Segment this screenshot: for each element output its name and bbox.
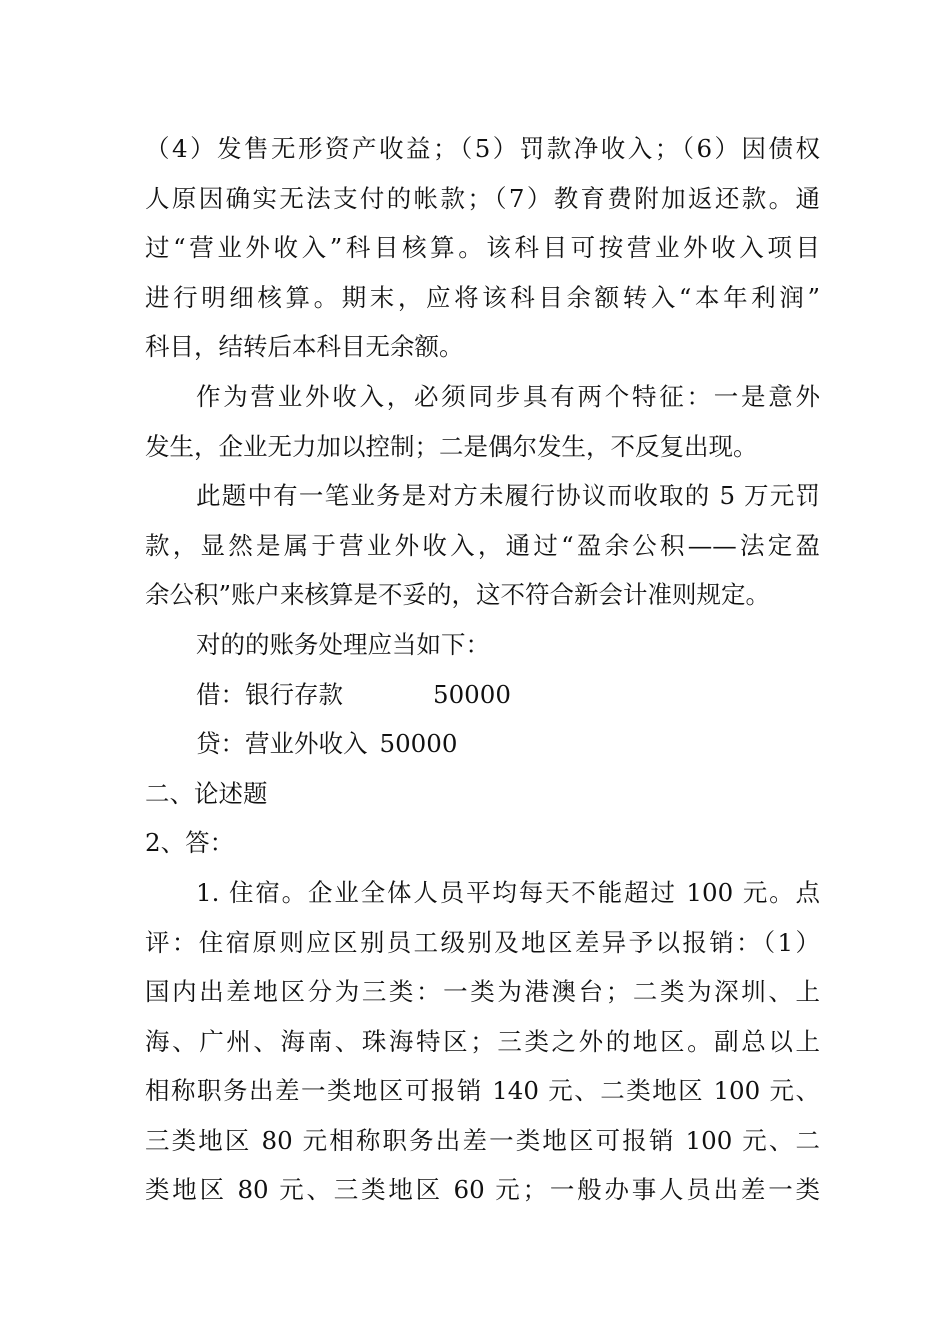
paragraph-first-line: 对的的账务处理应当如下： [196,629,490,659]
text-line: 科目，结转后本科目无余额。 [145,332,464,362]
text-line: 海、广州、海南、珠海特区；三类之外的地区。副总以上 [145,1026,820,1056]
debit-amount: 50000 [433,679,511,709]
document-body [145,124,820,1215]
debit-label: 借：银行存款 [196,679,343,709]
text-line: 过“营业外收入”科目核算。该科目可按营业外收入项目 [145,233,820,263]
text-line: 发生，企业无力加以控制；二是偶尔发生，不反复出现。 [145,431,758,461]
journal-credit-entry [145,719,820,769]
text-line: 进行明细核算。期末，应将该科目余额转入“本年利润” [145,282,820,312]
text-line: 类地区 80 元、三类地区 60 元；一般办事人员出差一类 [145,1175,820,1205]
text-line: 评：住宿原则应区别员工级别及地区差异予以报销：（1） [145,927,820,957]
text-line: （4）发售无形资产收益；（5）罚款净收入；（6）因债权 [145,134,820,163]
credit-amount: 50000 [379,729,458,759]
paragraph-first-line: 1. 住宿。企业全体人员平均每天不能超过 100 元。点 [196,877,820,907]
text-line: 人原因确实无法支付的帐款；（7）教育费附加返还款。通 [145,183,820,213]
text-line: 三类地区 80 元相称职务出差一类地区可报销 100 元、二 [145,1125,820,1155]
text-line: 余公积”账户来核算是不妥的，这不符合新会计准则规定。 [145,580,771,610]
journal-debit-entry [145,670,820,720]
answer-heading: 2、答： [145,828,235,858]
text-line: 国内出差地区分为三类：一类为港澳台；二类为深圳、上 [145,977,820,1007]
text-line: 相称职务出差一类地区可报销 140 元、二类地区 100 元、 [145,1076,820,1106]
paragraph-first-line: 此题中有一笔业务是对方未履行协议而收取的 5 万元罚 [196,481,820,511]
section-heading: 二、论述题 [145,778,268,808]
credit-label: 贷：营业外收入 [196,729,368,759]
paragraph-first-line: 作为营业外收入，必须同步具有两个特征：一是意外 [196,381,820,411]
text-line: 款，显然是属于营业外收入，通过“盈余公积——法定盈 [145,530,820,560]
